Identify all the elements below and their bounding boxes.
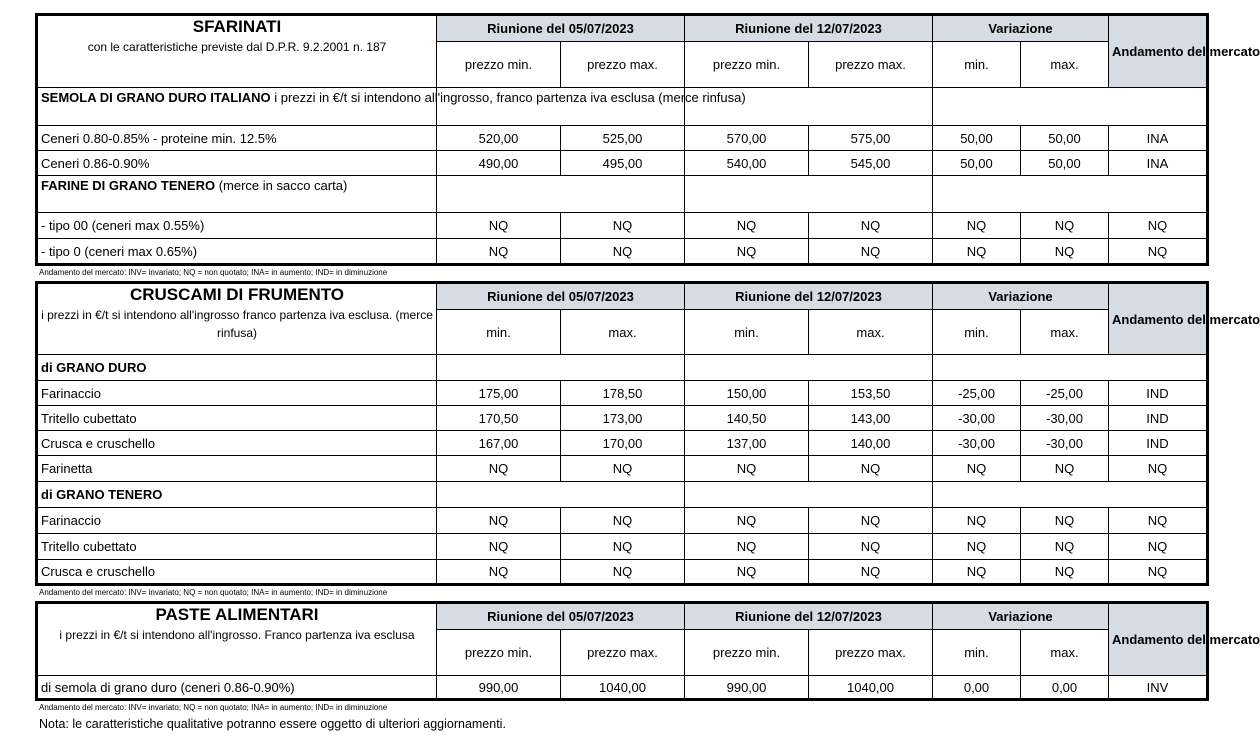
cell: NQ <box>437 534 561 560</box>
cell: NQ <box>561 213 685 239</box>
cell: 1040,00 <box>561 676 685 700</box>
cell: NQ <box>685 456 809 482</box>
col-var-min: min. <box>933 310 1021 355</box>
col-var-min: min. <box>933 630 1021 676</box>
cell: 50,00 <box>1021 151 1109 176</box>
table-row <box>37 508 1208 534</box>
trend-cell: INV <box>1109 676 1208 700</box>
col-max-2: prezzo max. <box>809 630 933 676</box>
row-label: Ceneri 0.86-0.90% <box>37 151 437 176</box>
col-var-max: max. <box>1021 42 1109 88</box>
cell: NQ <box>685 534 809 560</box>
trend-cell: NQ <box>1109 213 1208 239</box>
sfarinati-title: SFARINATI <box>192 17 282 36</box>
table-row <box>37 431 1208 456</box>
col-max-2: max. <box>809 310 933 355</box>
cell: 178,50 <box>561 381 685 406</box>
row-label: Farinaccio <box>37 381 437 406</box>
cell: NQ <box>809 213 933 239</box>
cell: NQ <box>561 560 685 585</box>
trend-header: Andamento del mercato <box>1109 283 1208 355</box>
cell: NQ <box>437 213 561 239</box>
cell: NQ <box>933 560 1021 585</box>
legend-note: Andamento del mercato: INV= invariato; NQ = non quotato; INA= in aumento; IND= in diminuzione <box>39 588 388 597</box>
cell: 137,00 <box>685 431 809 456</box>
section-semola <box>37 88 1208 126</box>
trend-cell: NQ <box>1109 534 1208 560</box>
cell: 0,00 <box>933 676 1021 700</box>
footnote: Nota: le caratteristiche qualitative potranno essere oggetto di ulteriori aggiornamenti. <box>39 717 506 731</box>
col-max-1: prezzo max. <box>561 42 685 88</box>
cell: NQ <box>809 239 933 265</box>
section-heading: di GRANO TENERO <box>37 482 437 508</box>
cell: 525,00 <box>561 126 685 151</box>
cell: 540,00 <box>685 151 809 176</box>
cell: NQ <box>437 560 561 585</box>
cell: 1040,00 <box>809 676 933 700</box>
paste-subtitle: i prezzi in €/t si intendono all'ingrosso. Franco partenza iva esclusa <box>59 628 415 642</box>
meeting-1-header: Riunione del 05/07/2023 <box>437 15 685 42</box>
col-max-1: prezzo max. <box>561 630 685 676</box>
cell: -25,00 <box>1021 381 1109 406</box>
col-min-2: prezzo min. <box>685 630 809 676</box>
cell: 153,50 <box>809 381 933 406</box>
table-row <box>37 381 1208 406</box>
trend-cell: IND <box>1109 406 1208 431</box>
cell: 170,50 <box>437 406 561 431</box>
cruscami-title: CRUSCAMI DI FRUMENTO <box>129 285 345 304</box>
table-row <box>37 676 1208 700</box>
cell: 50,00 <box>933 126 1021 151</box>
cell: NQ <box>809 534 933 560</box>
row-label: Farinetta <box>37 456 437 482</box>
cell: 520,00 <box>437 126 561 151</box>
table-row <box>37 534 1208 560</box>
cell: -30,00 <box>933 406 1021 431</box>
trend-header: Andamento del mercato <box>1109 15 1208 88</box>
row-label: Crusca e cruschello <box>37 431 437 456</box>
cell: 140,00 <box>809 431 933 456</box>
meeting-2-header: Riunione del 12/07/2023 <box>685 283 933 310</box>
cell: 140,50 <box>685 406 809 431</box>
cell: 50,00 <box>933 151 1021 176</box>
col-min-1: prezzo min. <box>437 630 561 676</box>
cell: 490,00 <box>437 151 561 176</box>
meeting-1-header: Riunione del 05/07/2023 <box>437 603 685 630</box>
cell: NQ <box>685 213 809 239</box>
trend-cell: NQ <box>1109 508 1208 534</box>
cell: NQ <box>561 508 685 534</box>
trend-cell: NQ <box>1109 560 1208 585</box>
table-row <box>37 126 1208 151</box>
meeting-2-header: Riunione del 12/07/2023 <box>685 603 933 630</box>
section-heading: FARINE DI GRANO TENERO (merce in sacco carta) <box>37 176 437 213</box>
sfarinati-header <box>37 15 437 88</box>
cell: 990,00 <box>685 676 809 700</box>
col-min-2: min. <box>685 310 809 355</box>
cruscami-table <box>35 281 1260 586</box>
cell: -30,00 <box>1021 431 1109 456</box>
table-row <box>37 239 1208 265</box>
trend-cell: NQ <box>1109 456 1208 482</box>
cell: NQ <box>1021 508 1109 534</box>
paste-title: PASTE ALIMENTARI <box>155 605 319 624</box>
cell: NQ <box>809 508 933 534</box>
table-row <box>37 456 1208 482</box>
cell: NQ <box>933 456 1021 482</box>
cell: 545,00 <box>809 151 933 176</box>
cruscami-subtitle: i prezzi in €/t si intendono all'ingrosso franco partenza iva esclusa. (merce rinfusa) <box>41 308 433 340</box>
sfarinati-subtitle: con le caratteristiche previste dal D.P.R. 9.2.2001 n. 187 <box>87 40 387 54</box>
cell: NQ <box>561 456 685 482</box>
legend-note: Andamento del mercato: INV= invariato; NQ = non quotato; INA= in aumento; IND= in diminuzione <box>39 703 388 712</box>
cell: -25,00 <box>933 381 1021 406</box>
col-max-2: prezzo max. <box>809 42 933 88</box>
cell: NQ <box>809 560 933 585</box>
cruscami-header <box>37 283 437 355</box>
row-label: - tipo 0 (ceneri max 0.65%) <box>37 239 437 265</box>
cell: 150,00 <box>685 381 809 406</box>
row-label: Tritello cubettato <box>37 406 437 431</box>
variation-header: Variazione <box>933 603 1109 630</box>
cell: NQ <box>437 239 561 265</box>
trend-cell: NQ <box>1109 239 1208 265</box>
row-label: Tritello cubettato <box>37 534 437 560</box>
trend-cell: IND <box>1109 381 1208 406</box>
col-min-1: prezzo min. <box>437 42 561 88</box>
price-bulletin <box>35 13 1260 731</box>
cell: NQ <box>809 456 933 482</box>
cell: 575,00 <box>809 126 933 151</box>
row-label: Farinaccio <box>37 508 437 534</box>
sfarinati-table <box>35 13 1260 266</box>
row-label: di semola di grano duro (ceneri 0.86-0.90%) <box>37 676 437 700</box>
section-heading: SEMOLA DI GRANO DURO ITALIANO i prezzi in €/t si intendono all'ingrosso, franco partenza iva esclusa (merce rinfusa) <box>37 88 437 126</box>
cell: 990,00 <box>437 676 561 700</box>
cell: NQ <box>1021 456 1109 482</box>
meeting-1-header: Riunione del 05/07/2023 <box>437 283 685 310</box>
trend-cell: INA <box>1109 126 1208 151</box>
cell: 570,00 <box>685 126 809 151</box>
cell: 173,00 <box>561 406 685 431</box>
col-min-1: min. <box>437 310 561 355</box>
trend-header: Andamento del mercato <box>1109 603 1208 676</box>
cell: 143,00 <box>809 406 933 431</box>
paste-header <box>37 603 437 676</box>
row-label: Crusca e cruschello <box>37 560 437 585</box>
cell: NQ <box>561 239 685 265</box>
col-var-max: max. <box>1021 630 1109 676</box>
col-var-min: min. <box>933 42 1021 88</box>
cell: NQ <box>561 534 685 560</box>
cell: NQ <box>1021 239 1109 265</box>
cell: 50,00 <box>1021 126 1109 151</box>
col-var-max: max. <box>1021 310 1109 355</box>
cell: NQ <box>685 239 809 265</box>
section-grano-tenero <box>37 482 1208 508</box>
cell: 175,00 <box>437 381 561 406</box>
cell: -30,00 <box>1021 406 1109 431</box>
table-row <box>37 151 1208 176</box>
table-row <box>37 406 1208 431</box>
col-min-2: prezzo min. <box>685 42 809 88</box>
table-row <box>37 213 1208 239</box>
table-row <box>37 560 1208 585</box>
cell: NQ <box>685 508 809 534</box>
row-label: - tipo 00 (ceneri max 0.55%) <box>37 213 437 239</box>
cell: NQ <box>1021 213 1109 239</box>
cell: NQ <box>933 534 1021 560</box>
section-grano-duro <box>37 355 1208 381</box>
variation-header: Variazione <box>933 15 1109 42</box>
variation-header: Variazione <box>933 283 1109 310</box>
cell: NQ <box>437 508 561 534</box>
cell: NQ <box>685 560 809 585</box>
col-max-1: max. <box>561 310 685 355</box>
cell: NQ <box>1021 560 1109 585</box>
cell: NQ <box>933 508 1021 534</box>
legend-note: Andamento del mercato: INV= invariato; NQ = non quotato; INA= in aumento; IND= in diminuzione <box>39 268 388 277</box>
row-label: Ceneri 0.80-0.85% - proteine min. 12.5% <box>37 126 437 151</box>
meeting-2-header: Riunione del 12/07/2023 <box>685 15 933 42</box>
cell: 0,00 <box>1021 676 1109 700</box>
cell: NQ <box>933 239 1021 265</box>
cell: -30,00 <box>933 431 1021 456</box>
trend-cell: IND <box>1109 431 1208 456</box>
cell: 170,00 <box>561 431 685 456</box>
cell: 495,00 <box>561 151 685 176</box>
section-farine <box>37 176 1208 213</box>
paste-table <box>35 601 1260 701</box>
section-heading: di GRANO DURO <box>37 355 437 381</box>
cell: NQ <box>437 456 561 482</box>
cell: NQ <box>933 213 1021 239</box>
cell: NQ <box>1021 534 1109 560</box>
trend-cell: INA <box>1109 151 1208 176</box>
cell: 167,00 <box>437 431 561 456</box>
